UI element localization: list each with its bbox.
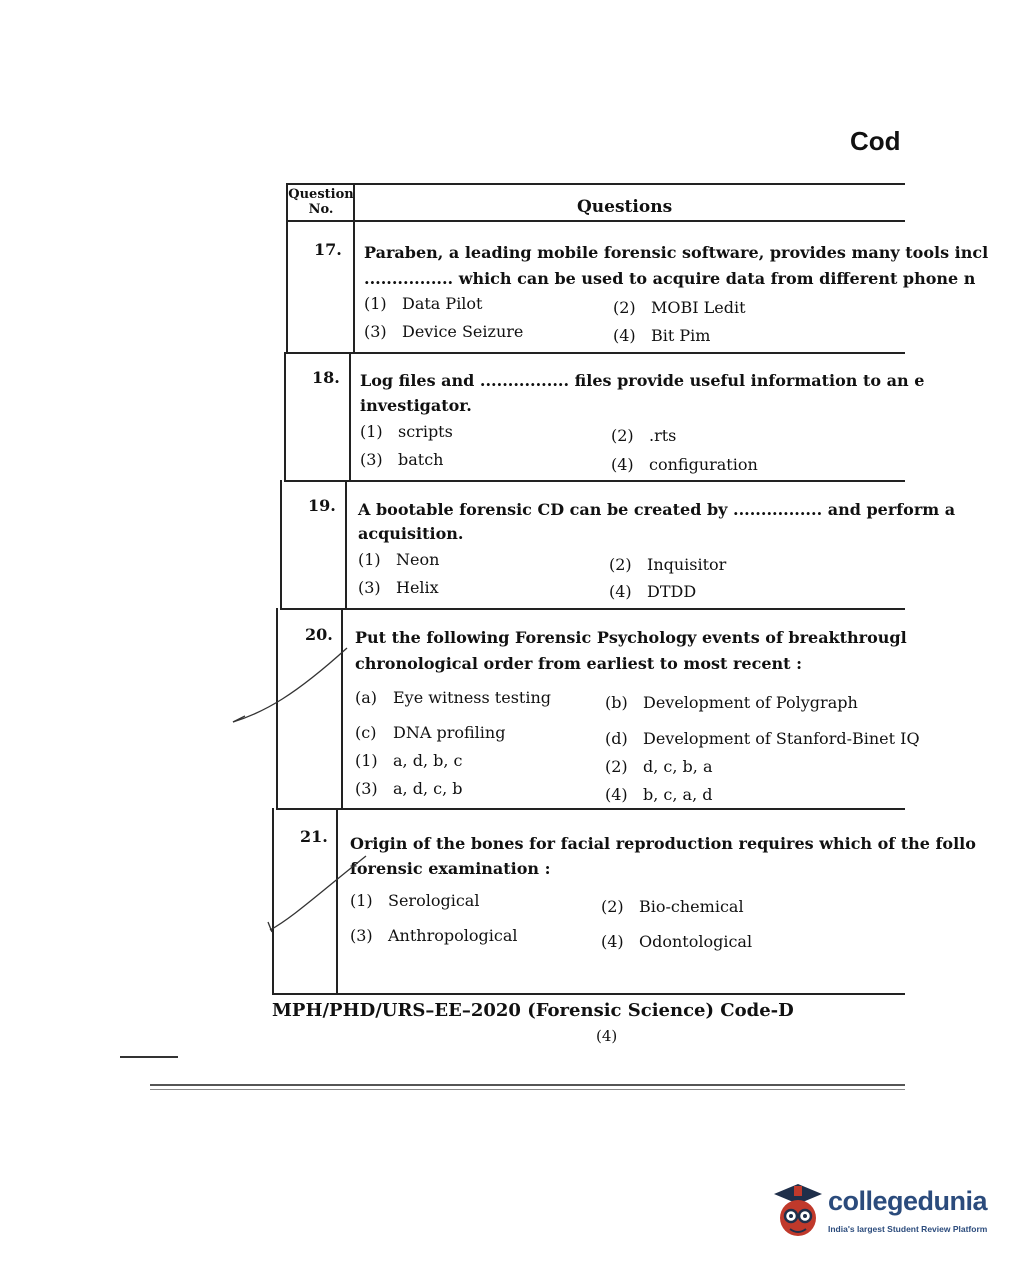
- table-left-border: [280, 480, 282, 610]
- option-number: (2): [601, 897, 624, 916]
- question-text-line-2: ................ which can be used to acquire data from different phone n: [364, 269, 976, 288]
- divider: [120, 1056, 178, 1058]
- event-letter: (d): [605, 729, 628, 748]
- page-number: (4): [596, 1027, 618, 1045]
- question-text-line-2: acquisition.: [358, 524, 464, 543]
- option-number: (1): [355, 751, 378, 770]
- event-b: [605, 693, 858, 713]
- option-text: Device Seizure: [402, 322, 524, 341]
- exam-code-footer: MPH/PHD/URS–EE–2020 (Forensic Science) Code-D: [272, 1000, 794, 1021]
- option-number: (4): [601, 932, 624, 951]
- code-title: Cod: [850, 126, 901, 156]
- option-number: (2): [605, 757, 628, 776]
- header-question-no: Question No.: [288, 187, 354, 217]
- option-text: Neon: [396, 550, 440, 569]
- header-bottom-border: [286, 220, 905, 222]
- event-d: [605, 729, 920, 749]
- option-text: b, c, a, d: [643, 785, 713, 804]
- option-4: [609, 582, 696, 602]
- header-questions: Questions: [577, 197, 673, 217]
- option-4: [611, 455, 758, 475]
- option-2: [601, 897, 744, 917]
- option-text: MOBI Ledit: [651, 298, 746, 317]
- question-text-line-1: Log files and ................ files provide useful information to an e: [360, 371, 925, 390]
- event-a: [355, 688, 551, 708]
- event-letter: (b): [605, 693, 628, 712]
- table-left-border: [284, 352, 286, 482]
- option-text: Data Pilot: [402, 294, 483, 313]
- option-3: [350, 926, 517, 946]
- option-text: Inquisitor: [647, 555, 727, 574]
- option-number: (3): [364, 322, 387, 341]
- option-text: a, d, b, c: [393, 751, 463, 770]
- option-text: Bio-chemical: [639, 897, 744, 916]
- logo-wordmark: collegedunia: [828, 1186, 988, 1216]
- divider: [150, 1089, 905, 1090]
- option-2: [613, 298, 746, 318]
- option-text: Serological: [388, 891, 480, 910]
- option-number: (4): [611, 455, 634, 474]
- option-4: [605, 785, 713, 805]
- handwritten-tick-mark: [262, 850, 372, 935]
- question-number: 21.: [300, 827, 328, 846]
- event-text: Eye witness testing: [393, 688, 551, 707]
- option-text: Bit Pim: [651, 326, 711, 345]
- handwritten-tick-mark: [225, 640, 355, 730]
- event-c: [355, 723, 505, 743]
- option-4: [613, 326, 710, 346]
- option-text: configuration: [649, 455, 758, 474]
- question-number: 19.: [308, 496, 336, 515]
- question-text-line-2: chronological order from earliest to most recent :: [355, 654, 803, 673]
- option-number: (1): [360, 422, 383, 441]
- option-number: (2): [611, 426, 634, 445]
- event-letter: (c): [355, 723, 377, 742]
- option-number: (1): [364, 294, 387, 313]
- event-text: Development of Stanford-Binet IQ: [643, 729, 920, 748]
- mascot-icon: [768, 1180, 826, 1246]
- option-2: [611, 426, 676, 446]
- column-divider: [345, 480, 347, 610]
- table-bottom-border: [272, 993, 905, 995]
- option-3: [355, 779, 463, 799]
- event-letter: (a): [355, 688, 378, 707]
- option-text: a, d, c, b: [393, 779, 463, 798]
- row-divider: [280, 608, 905, 610]
- question-number: 18.: [312, 368, 340, 387]
- option-text: DTDD: [647, 582, 697, 601]
- option-3: [360, 450, 443, 470]
- option-3: [364, 322, 523, 342]
- option-text: d, c, b, a: [643, 757, 713, 776]
- row-divider: [284, 480, 905, 482]
- option-number: (4): [605, 785, 628, 804]
- option-number: (4): [609, 582, 632, 601]
- question-text-line-1: Put the following Forensic Psychology events of breakthrougl: [355, 628, 907, 647]
- option-text: Helix: [396, 578, 439, 597]
- event-text: Development of Polygraph: [643, 693, 858, 712]
- option-number: (3): [360, 450, 383, 469]
- row-divider: [276, 808, 905, 810]
- question-text-line-2: forensic examination :: [350, 859, 551, 878]
- question-text-line-1: A bootable forensic CD can be created by ................ and perform a: [358, 500, 956, 519]
- column-divider: [349, 352, 351, 482]
- question-text-line-1: Paraben, a leading mobile forensic software, provides many tools incl: [364, 243, 989, 262]
- option-2: [609, 555, 726, 575]
- divider: [150, 1084, 905, 1086]
- option-text: batch: [398, 450, 444, 469]
- option-number: (4): [613, 326, 636, 345]
- row-divider: [286, 352, 905, 354]
- option-number: (3): [350, 926, 373, 945]
- option-1: [364, 294, 482, 314]
- option-text: .rts: [649, 426, 677, 445]
- option-4: [601, 932, 752, 952]
- event-text: DNA profiling: [393, 723, 506, 742]
- question-number: 17.: [314, 240, 342, 259]
- option-number: (2): [613, 298, 636, 317]
- option-1: [355, 751, 463, 771]
- question-text-line-1: Origin of the bones for facial reproduction requires which of the follo: [350, 834, 976, 853]
- logo-tagline: India's largest Student Review Platform: [828, 1224, 988, 1234]
- option-number: (1): [350, 891, 373, 910]
- option-1: [360, 422, 453, 442]
- option-number: (3): [358, 578, 381, 597]
- option-number: (3): [355, 779, 378, 798]
- option-1: [358, 550, 439, 570]
- question-text-line-2: investigator.: [360, 396, 472, 415]
- option-2: [605, 757, 713, 777]
- option-text: Anthropological: [388, 926, 518, 945]
- collegedunia-logo: [768, 1180, 998, 1250]
- table-top-border: [286, 183, 905, 185]
- option-3: [358, 578, 439, 598]
- option-number: (2): [609, 555, 632, 574]
- option-text: Odontological: [639, 932, 753, 951]
- option-number: (1): [358, 550, 381, 569]
- option-text: scripts: [398, 422, 453, 441]
- question-number: 20.: [305, 625, 333, 644]
